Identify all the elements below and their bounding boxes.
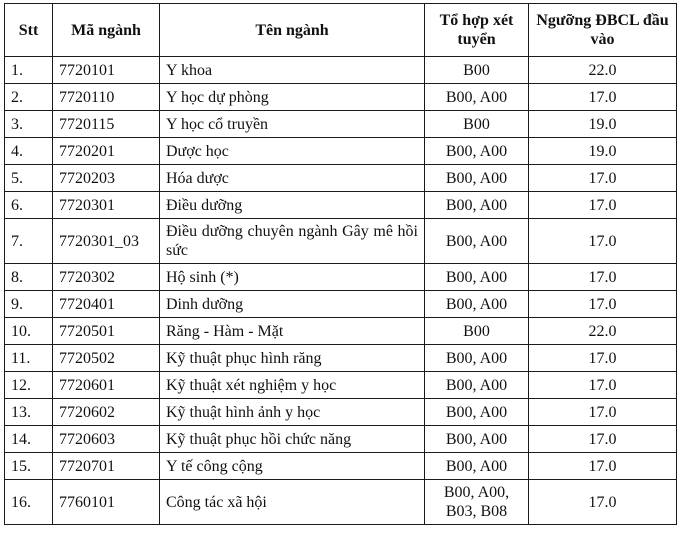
row-combo: B00 <box>425 57 529 84</box>
row-stt: 15. <box>5 453 53 480</box>
row-score: 17.0 <box>529 291 677 318</box>
table-row <box>5 480 677 525</box>
row-stt: 7. <box>5 219 53 264</box>
row-code: 7720301_03 <box>53 219 160 264</box>
row-code: 7720201 <box>53 138 160 165</box>
table-row <box>5 291 677 318</box>
table-row <box>5 318 677 345</box>
row-code: 7720701 <box>53 453 160 480</box>
row-combo: B00, A00 <box>425 291 529 318</box>
row-score: 17.0 <box>529 264 677 291</box>
header-score: Ngưỡng ĐBCL đầu vào <box>529 4 677 57</box>
row-combo: B00, A00 <box>425 192 529 219</box>
row-code: 7720101 <box>53 57 160 84</box>
row-stt: 4. <box>5 138 53 165</box>
row-score: 17.0 <box>529 192 677 219</box>
row-name: Răng - Hàm - Mặt <box>160 318 425 345</box>
row-code: 7720302 <box>53 264 160 291</box>
row-name: Y học cổ truyền <box>160 111 425 138</box>
row-code: 7720301 <box>53 192 160 219</box>
header-stt: Stt <box>5 4 53 57</box>
table-row <box>5 426 677 453</box>
table-row <box>5 399 677 426</box>
row-name: Kỹ thuật hình ảnh y học <box>160 399 425 426</box>
row-score: 17.0 <box>529 84 677 111</box>
row-combo: B00 <box>425 111 529 138</box>
row-score: 17.0 <box>529 399 677 426</box>
row-code: 7720502 <box>53 345 160 372</box>
row-score: 17.0 <box>529 345 677 372</box>
row-combo: B00, A00 <box>425 138 529 165</box>
table-row <box>5 111 677 138</box>
row-stt: 1. <box>5 57 53 84</box>
table-row <box>5 345 677 372</box>
row-score: 17.0 <box>529 480 677 525</box>
row-score: 22.0 <box>529 57 677 84</box>
row-stt: 14. <box>5 426 53 453</box>
row-score: 17.0 <box>529 372 677 399</box>
table-row <box>5 219 677 264</box>
row-name: Y tế công cộng <box>160 453 425 480</box>
row-combo: B00, A00 <box>425 453 529 480</box>
row-stt: 13. <box>5 399 53 426</box>
table-row <box>5 84 677 111</box>
row-combo: B00, A00 <box>425 219 529 264</box>
row-combo: B00, A00 <box>425 84 529 111</box>
row-name: Điều dưỡng chuyên ngành Gây mê hồi sức <box>160 219 425 264</box>
row-name: Hộ sinh (*) <box>160 264 425 291</box>
row-combo: B00, A00, B03, B08 <box>425 480 529 525</box>
row-name: Kỹ thuật phục hình răng <box>160 345 425 372</box>
row-code: 7720603 <box>53 426 160 453</box>
row-combo: B00, A00 <box>425 399 529 426</box>
row-stt: 8. <box>5 264 53 291</box>
row-stt: 11. <box>5 345 53 372</box>
header-name: Tên ngành <box>160 4 425 57</box>
table-row <box>5 57 677 84</box>
row-score: 19.0 <box>529 111 677 138</box>
row-code: 7720203 <box>53 165 160 192</box>
row-name: Dinh dưỡng <box>160 291 425 318</box>
row-name: Y khoa <box>160 57 425 84</box>
row-combo: B00, A00 <box>425 426 529 453</box>
row-code: 7720115 <box>53 111 160 138</box>
row-name: Công tác xã hội <box>160 480 425 525</box>
row-combo: B00, A00 <box>425 345 529 372</box>
row-score: 22.0 <box>529 318 677 345</box>
row-name: Hóa dược <box>160 165 425 192</box>
table-row <box>5 192 677 219</box>
row-stt: 2. <box>5 84 53 111</box>
table-row <box>5 264 677 291</box>
row-code: 7720401 <box>53 291 160 318</box>
row-code: 7720501 <box>53 318 160 345</box>
header-code: Mã ngành <box>53 4 160 57</box>
admissions-table <box>4 3 677 525</box>
header-combo: Tổ hợp xét tuyển <box>425 4 529 57</box>
row-name: Kỹ thuật phục hồi chức năng <box>160 426 425 453</box>
row-stt: 5. <box>5 165 53 192</box>
row-code: 7720601 <box>53 372 160 399</box>
row-score: 19.0 <box>529 138 677 165</box>
row-code: 7720602 <box>53 399 160 426</box>
table-row <box>5 453 677 480</box>
row-stt: 3. <box>5 111 53 138</box>
row-code: 7720110 <box>53 84 160 111</box>
row-name: Kỹ thuật xét nghiệm y học <box>160 372 425 399</box>
row-score: 17.0 <box>529 453 677 480</box>
row-combo: B00, A00 <box>425 165 529 192</box>
row-stt: 12. <box>5 372 53 399</box>
row-stt: 9. <box>5 291 53 318</box>
row-name: Y học dự phòng <box>160 84 425 111</box>
row-name: Dược học <box>160 138 425 165</box>
table-row <box>5 138 677 165</box>
table-row <box>5 165 677 192</box>
row-code: 7760101 <box>53 480 160 525</box>
row-stt: 16. <box>5 480 53 525</box>
row-combo: B00, A00 <box>425 372 529 399</box>
row-name: Điều dưỡng <box>160 192 425 219</box>
row-score: 17.0 <box>529 219 677 264</box>
row-combo: B00 <box>425 318 529 345</box>
table-row <box>5 372 677 399</box>
row-combo: B00, A00 <box>425 264 529 291</box>
row-score: 17.0 <box>529 426 677 453</box>
header-row <box>5 4 677 57</box>
row-score: 17.0 <box>529 165 677 192</box>
row-stt: 10. <box>5 318 53 345</box>
row-stt: 6. <box>5 192 53 219</box>
